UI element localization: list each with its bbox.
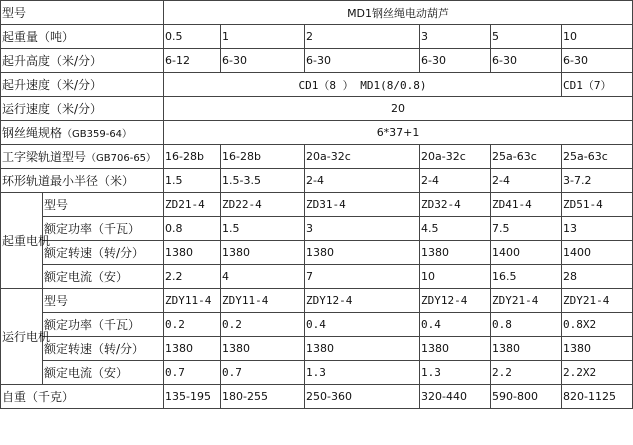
row-lift-motor-speed: [1, 241, 633, 265]
beam-type-standard: （GB706-65）: [86, 153, 157, 164]
capacity-cell: 10: [562, 25, 633, 49]
travel-motor-row-label: 额定功率（千瓦）: [43, 313, 164, 337]
travel-motor-cell: 0.4: [305, 313, 420, 337]
travel-motor-cell: 1.3: [420, 361, 491, 385]
lift-motor-row-label: 额定功率（千瓦）: [43, 217, 164, 241]
weight-cell: 250-360: [305, 385, 420, 409]
row-lift-motor-power: [1, 217, 633, 241]
lift-motor-row-label: 额定电流（安）: [43, 265, 164, 289]
lift-motor-cell: ZD41-4: [491, 193, 562, 217]
ring-radius-cell: 2-4: [491, 169, 562, 193]
lift-motor-cell: 2.2: [164, 265, 221, 289]
lift-motor-cell: ZD22-4: [221, 193, 305, 217]
travel-motor-cell: 1.3: [305, 361, 420, 385]
lift-motor-cell: 13: [562, 217, 633, 241]
travel-motor-cell: 2.2: [491, 361, 562, 385]
lift-height-cell: 6-30: [305, 49, 420, 73]
travel-motor-cell: ZDY12-4: [420, 289, 491, 313]
weight-cell: 320-440: [420, 385, 491, 409]
lift-motor-cell: ZD31-4: [305, 193, 420, 217]
lift-motor-cell: 7: [305, 265, 420, 289]
lift-height-cell: 6-30: [221, 49, 305, 73]
capacity-cell: 0.5: [164, 25, 221, 49]
row-travel-speed: [1, 97, 633, 121]
lift-height-cell: 6-30: [420, 49, 491, 73]
travel-motor-cell: 1380: [562, 337, 633, 361]
lift-motor-cell: 1380: [420, 241, 491, 265]
travel-speed-label: 运行速度（米/分）: [1, 97, 164, 121]
lift-motor-cell: 28: [562, 265, 633, 289]
travel-motor-cell: 0.8: [491, 313, 562, 337]
lift-motor-cell: 1380: [221, 241, 305, 265]
row-travel-motor-model: [1, 289, 633, 313]
row-weight: [1, 385, 633, 409]
row-model-header: [1, 1, 633, 25]
capacity-cell: 1: [221, 25, 305, 49]
beam-type-label: 工字梁轨道型号: [2, 150, 87, 164]
rope-spec-value: 6*37+1: [164, 121, 633, 145]
beam-type-cell: 16-28b: [221, 145, 305, 169]
lift-height-cell: 6-12: [164, 49, 221, 73]
lift-motor-cell: 1380: [164, 241, 221, 265]
beam-type-cell: 20a-32c: [305, 145, 420, 169]
rope-spec-standard: （GB359-64）: [62, 129, 133, 140]
lift-motor-cell: 1400: [491, 241, 562, 265]
lift-motor-cell: ZD21-4: [164, 193, 221, 217]
travel-motor-cell: 0.7: [221, 361, 305, 385]
travel-motor-cell: 1380: [305, 337, 420, 361]
travel-motor-row-label: 型号: [43, 289, 164, 313]
lift-motor-cell: ZD32-4: [420, 193, 491, 217]
lift-motor-cell: 3: [305, 217, 420, 241]
travel-motor-cell: ZDY12-4: [305, 289, 420, 313]
rope-spec-label-cell: [1, 121, 164, 145]
weight-cell: 180-255: [221, 385, 305, 409]
row-travel-motor-speed: [1, 337, 633, 361]
lift-motor-row-label: 型号: [43, 193, 164, 217]
lift-speed-cd1: CD1（7）: [562, 73, 633, 97]
travel-motor-cell: 2.2X2: [562, 361, 633, 385]
row-lift-motor-current: [1, 265, 633, 289]
lift-motor-cell: 16.5: [491, 265, 562, 289]
travel-motor-cell: 0.2: [221, 313, 305, 337]
beam-type-cell: 25a-63c: [491, 145, 562, 169]
lift-height-cell: 6-30: [562, 49, 633, 73]
travel-motor-cell: 0.4: [420, 313, 491, 337]
ring-radius-cell: 2-4: [420, 169, 491, 193]
lift-motor-cell: 1400: [562, 241, 633, 265]
lift-motor-cell: 1380: [305, 241, 420, 265]
beam-type-cell: 25a-63c: [562, 145, 633, 169]
travel-motor-cell: 0.7: [164, 361, 221, 385]
row-travel-motor-current: [1, 361, 633, 385]
ring-radius-cell: 3-7.2: [562, 169, 633, 193]
lift-motor-cell: 10: [420, 265, 491, 289]
travel-motor-cell: 1380: [164, 337, 221, 361]
lift-speed-main: CD1（8 ） MD1(8/0.8): [164, 73, 562, 97]
ring-radius-cell: 1.5-3.5: [221, 169, 305, 193]
travel-motor-cell: ZDY11-4: [164, 289, 221, 313]
lift-height-cell: 6-30: [491, 49, 562, 73]
lift-speed-label: 起升速度（米/分）: [1, 73, 164, 97]
travel-motor-cell: 1380: [420, 337, 491, 361]
lift-motor-cell: 4: [221, 265, 305, 289]
lift-motor-group-label: 起重电机: [1, 193, 43, 289]
lift-motor-cell: ZD51-4: [562, 193, 633, 217]
row-ring-radius: [1, 169, 633, 193]
beam-type-label-cell: [1, 145, 164, 169]
lift-motor-cell: 7.5: [491, 217, 562, 241]
row-lift-speed: [1, 73, 633, 97]
travel-motor-cell: 0.8X2: [562, 313, 633, 337]
row-rope-spec: [1, 121, 633, 145]
lift-height-label: 起升高度（米/分）: [1, 49, 164, 73]
travel-motor-cell: ZDY11-4: [221, 289, 305, 313]
weight-label: 自重（千克）: [1, 385, 164, 409]
row-lift-height: [1, 49, 633, 73]
capacity-cell: 2: [305, 25, 420, 49]
row-capacity: [1, 25, 633, 49]
beam-type-cell: 16-28b: [164, 145, 221, 169]
travel-speed-value: 20: [164, 97, 633, 121]
travel-motor-group-label: 运行电机: [1, 289, 43, 385]
travel-motor-cell: 1380: [221, 337, 305, 361]
weight-cell: 590-800: [491, 385, 562, 409]
capacity-cell: 3: [420, 25, 491, 49]
weight-cell: 135-195: [164, 385, 221, 409]
lift-motor-row-label: 额定转速（转/分）: [43, 241, 164, 265]
travel-motor-row-label: 额定电流（安）: [43, 361, 164, 385]
lift-motor-cell: 1.5: [221, 217, 305, 241]
capacity-label: 起重量（吨）: [1, 25, 164, 49]
travel-motor-cell: 0.2: [164, 313, 221, 337]
model-label: 型号: [1, 1, 164, 25]
beam-type-cell: 20a-32c: [420, 145, 491, 169]
travel-motor-cell: 1380: [491, 337, 562, 361]
lift-motor-cell: 4.5: [420, 217, 491, 241]
row-beam-type: [1, 145, 633, 169]
ring-radius-cell: 2-4: [305, 169, 420, 193]
rope-spec-label: 钢丝绳规格: [2, 126, 63, 140]
row-lift-motor-model: [1, 193, 633, 217]
travel-motor-row-label: 额定转速（转/分）: [43, 337, 164, 361]
row-travel-motor-power: [1, 313, 633, 337]
weight-cell: 820-1125: [562, 385, 633, 409]
travel-motor-cell: ZDY21-4: [562, 289, 633, 313]
capacity-cell: 5: [491, 25, 562, 49]
travel-motor-cell: ZDY21-4: [491, 289, 562, 313]
table-title: MD1钢丝绳电动葫芦: [164, 1, 633, 25]
lift-motor-cell: 0.8: [164, 217, 221, 241]
ring-radius-cell: 1.5: [164, 169, 221, 193]
ring-radius-label: 环形轨道最小半径（米）: [1, 169, 164, 193]
